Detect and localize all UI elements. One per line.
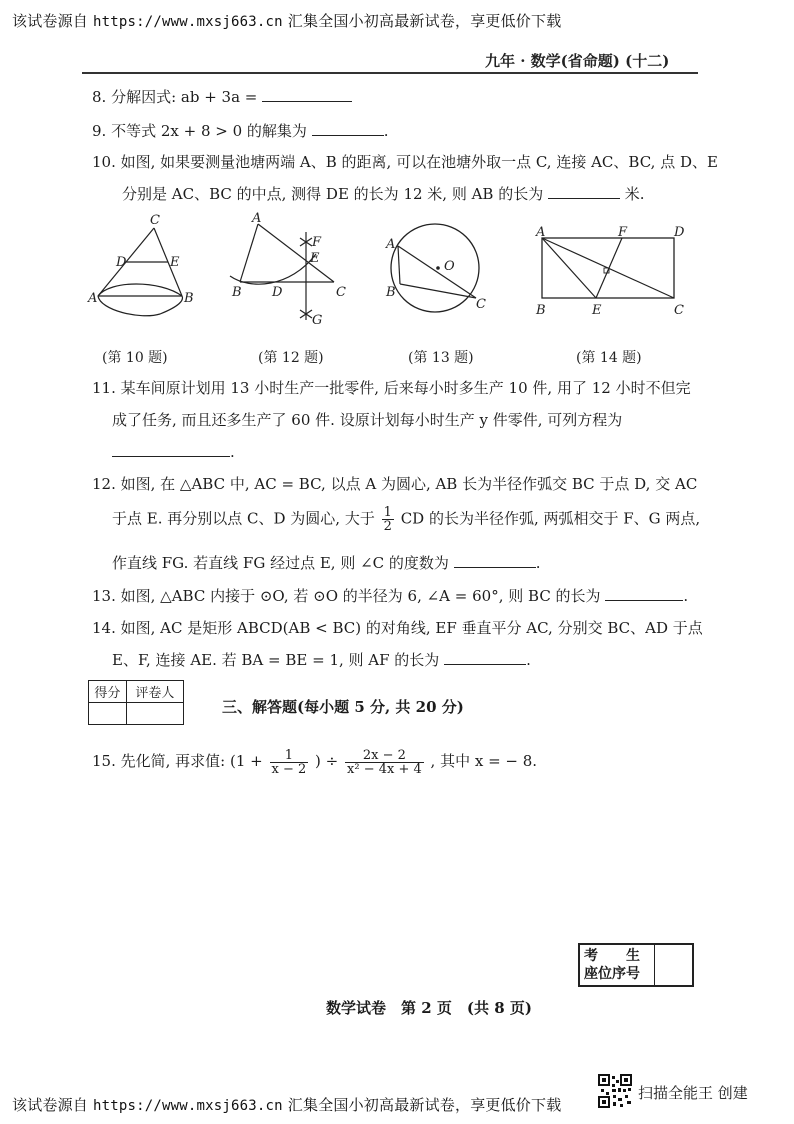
question-9-text: 9. 不等式 2x + 8 > 0 的解集为 [92,122,307,140]
fig14-label-B: B [536,303,546,318]
question-12-text-a: 于点 E. 再分别以点 C、D 为圆心, 大于 [112,509,375,528]
header-rule [82,72,698,74]
bottom-watermark-url[interactable]: https://www.mxsj663.cn [92,1098,283,1114]
watermark-url[interactable]: https://www.mxsj663.cn [92,14,283,30]
top-watermark [12,10,561,31]
question-8-text: 8. 分解因式: ab + 3a = [92,88,258,106]
fig14-label-D: D [674,225,685,240]
header-title: 九年 · 数学(省命题) [485,52,620,70]
fig12-label-A: A [252,211,262,226]
fig10-label-A: A [88,291,98,306]
question-13: 13. 如图, △ABC 内接于 ⊙O, 若 ⊙O 的半径为 6, ∠A = 60°, 则 BC 的长为 . [92,587,689,605]
fig14-label-F: F [618,225,628,240]
question-10-line1: 10. 如图, 如果要测量池塘两端 A、B 的距离, 可以在池塘外取一点 C, 连接 AC、BC, 点 D、E [92,153,718,171]
fig12-label-B: B [232,285,242,300]
fraction-q15-2 [345,749,424,776]
question-10-unit: 米. [624,185,645,203]
page-header [485,50,669,71]
question-14-text: E、F, 连接 AE. 若 BA = BE = 1, 则 AF 的长为 [112,651,440,669]
question-10-text: 分别是 AC、BC 的中点, 测得 DE 的长为 12 米, 则 AB 的长为 [122,185,544,203]
fig12-label-F: F [312,235,322,250]
figure-13 [385,224,486,312]
answer-blank-10[interactable] [548,185,620,199]
fraction-q15-1 [270,749,309,776]
fig12-label-E: E [310,251,320,266]
fig14-label-E: E [592,303,602,318]
watermark-prefix: 该试卷源自 [12,12,89,30]
fraction-q15-1-denominator: x − 2 [271,761,307,777]
bottom-watermark-prefix: 该试卷源自 [12,1096,89,1114]
score-cell[interactable] [89,703,127,725]
caption-14: (第 14 题) [576,350,642,366]
fig12-label-C: C [336,285,346,300]
figures-row [80,210,710,340]
fig10-label-C: C [150,213,160,228]
fraction-q15-1-numerator: 1 [270,749,309,763]
fig13-label-C: C [476,297,486,312]
fig13-label-B: B [386,285,396,300]
fig10-label-E: E [170,255,180,270]
seat-number-box [578,943,694,987]
fig10-label-D: D [116,255,127,270]
bottom-watermark [12,1094,561,1115]
question-15-text-c: , 其中 x = − 8. [430,752,538,770]
caption-13: (第 13 题) [408,350,474,366]
grader-cell[interactable] [126,703,183,725]
fraction-q15-2-numerator: 2x − 2 [345,749,424,763]
question-10-line2 [122,184,645,204]
question-11-line1: 11. 某车间原计划用 13 小时生产一批零件, 后来每小时多生产 10 件, 用了 12 小时不但完 [92,379,691,397]
answer-blank-13[interactable] [605,587,683,601]
caption-12: (第 12 题) [258,350,324,366]
section-3-heading: 三、解答题(每小题 5 分, 共 20 分) [222,698,464,716]
figure-14 [535,225,685,318]
question-12-text-b: CD 的长为半径作弧, 两弧相交于 F、G 两点, [400,509,701,528]
seat-label-line1: 考 生 [584,948,640,964]
fraction-half [382,506,394,533]
question-12-line1: 12. 如图, 在 △ABC 中, AC = BC, 以点 A 为圆心, AB 长为半径作弧交 BC 于点 D, 交 AC [92,475,698,493]
score-table [88,680,184,725]
fig12-label-G: G [312,313,323,328]
question-8 [92,87,352,107]
answer-blank-12[interactable] [454,554,536,568]
fig14-label-C: C [674,303,684,318]
question-13-text: 13. 如图, △ABC 内接于 ⊙O, 若 ⊙O 的半径为 6, ∠A = 60°, 则 BC 的长为 [92,587,601,605]
question-9: 9. 不等式 2x + 8 > 0 的解集为 . [92,122,389,140]
answer-blank-14[interactable] [444,651,526,665]
fig13-label-A: A [386,237,396,252]
question-14-line2: E、F, 连接 AE. 若 BA = BE = 1, 则 AF 的长为 . [112,651,531,669]
fig12-label-D: D [272,285,283,300]
fraction-numerator: 1 [383,505,392,520]
question-11-line3: . [112,442,235,462]
scanner-badge: 扫描全能王 创建 [638,1084,748,1102]
grader-header: 评卷人 [126,681,183,703]
caption-10: (第 10 题) [102,350,168,366]
question-12-line2 [112,506,700,533]
header-number: (十二) [625,52,670,70]
page-footer: 数学试卷 第 2 页 (共 8 页) [326,999,532,1017]
fig13-label-O: O [444,259,455,274]
figure-10 [87,213,194,316]
watermark-suffix: 汇集全国小初高最新试卷，享更低价下载 [287,12,562,30]
question-12-text-c: 作直线 FG. 若直线 FG 经过点 E, 则 ∠C 的度数为 [112,554,449,572]
question-15 [92,748,537,776]
qr-code-icon[interactable] [598,1074,632,1108]
question-14-line1: 14. 如图, AC 是矩形 ABCD(AB < BC) 的对角线, EF 垂直平分 AC, 分别交 BC、AD 于点 [92,619,703,637]
fraction-denominator: 2 [383,519,392,534]
answer-blank-11[interactable] [112,443,230,457]
fraction-q15-2-denominator: x² − 4x + 4 [347,761,422,777]
question-15-text-a: 15. 先化简, 再求值: (1 + [92,752,263,770]
answer-blank-8[interactable] [262,88,352,102]
answer-blank-9[interactable] [312,122,384,136]
question-12-line3: 作直线 FG. 若直线 FG 经过点 E, 则 ∠C 的度数为 . [112,554,541,572]
seat-number-cell[interactable] [654,944,693,986]
seat-label-cell [579,944,654,986]
question-11-line2: 成了任务, 而且还多生产了 60 件. 设原计划每小时生产 y 件零件, 可列方程为 [112,411,623,429]
question-15-text-b: ) ÷ [315,752,339,770]
fig10-label-B: B [184,291,194,306]
bottom-watermark-suffix: 汇集全国小初高最新试卷，享更低价下载 [287,1096,562,1114]
score-header: 得分 [89,681,127,703]
fig14-label-A: A [536,225,546,240]
figure-12 [230,211,346,328]
seat-label-line2: 座位序号 [584,966,640,982]
